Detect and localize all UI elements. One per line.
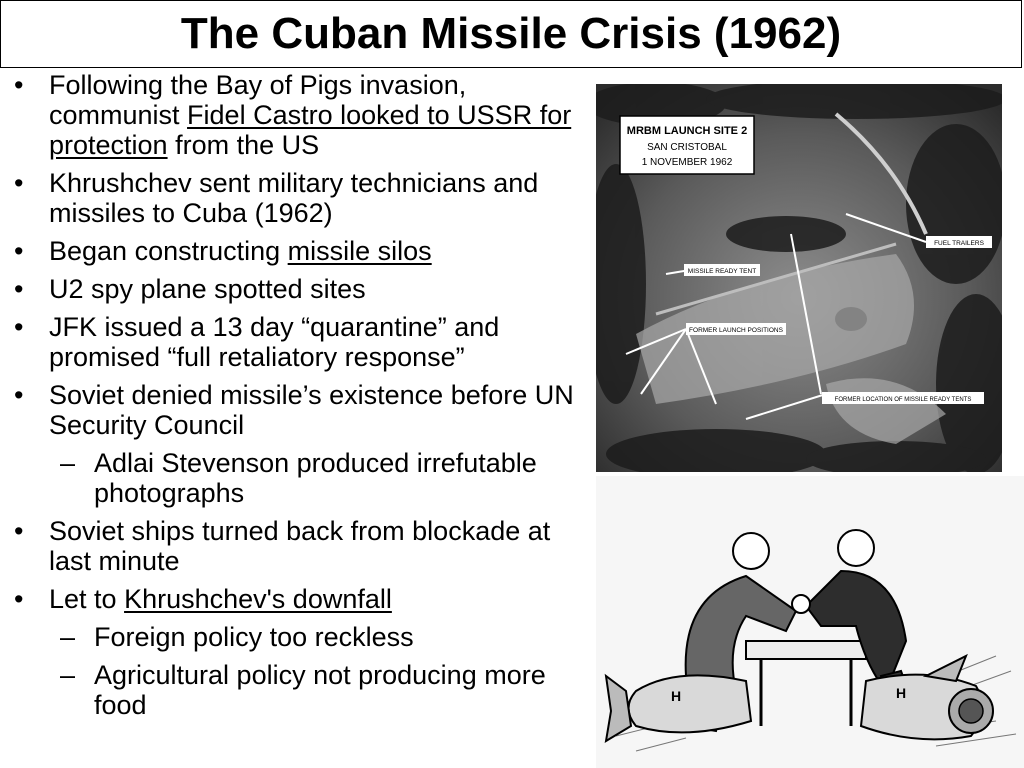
bullet-jfk: • JFK issued a 13 day “quarantine” and promised “full retaliatory response” xyxy=(14,312,589,372)
aerial-photo-drawing xyxy=(596,84,1002,472)
aerial-reconnaissance-photo xyxy=(596,84,1002,472)
bullet-downfall xyxy=(14,584,589,614)
title-box xyxy=(0,0,1022,68)
bullet-khrushchev-sent: • Khrushchev sent military technicians and missiles to Cuba (1962) xyxy=(14,168,589,228)
right-bomb-letter: H xyxy=(896,685,907,701)
bullet-soviet-denied: • Soviet denied missile’s existence before UN Security Council xyxy=(14,380,589,440)
label-fuel-trailers: FUEL TRAILERS xyxy=(934,240,984,247)
subbullet-stevenson: – Adlai Stevenson produced irrefutable photographs xyxy=(14,448,589,508)
bullet-list xyxy=(14,70,589,728)
bullet-text: Following the Bay of Pigs invasion, communist xyxy=(49,70,467,130)
khrushchev-downfall-link[interactable]: Khrushchev's downfall xyxy=(124,584,392,614)
sign-line-3: 1 NOVEMBER 1962 xyxy=(641,157,733,168)
bullet-silos xyxy=(14,236,589,266)
political-cartoon xyxy=(596,476,1024,768)
missile-silos-link[interactable]: missile silos xyxy=(287,236,432,266)
sign-line-2: SAN CRISTOBAL xyxy=(647,142,727,153)
bullet-text: Began constructing xyxy=(49,236,288,266)
bullet-castro xyxy=(14,70,589,160)
bullet-text: from the US xyxy=(167,130,320,160)
left-h-bomb xyxy=(606,675,751,741)
label-missile-ready-tent: MISSILE READY TENT xyxy=(687,268,757,275)
castro-link[interactable]: Fidel Castro looked to USSR for protection xyxy=(49,100,572,160)
sign-line-1: MRBM LAUNCH SITE 2 xyxy=(626,125,748,137)
bullet-text: Let to xyxy=(49,584,125,614)
left-bomb-letter: H xyxy=(671,688,682,704)
subbullet-agricultural: – Agricultural policy not producing more food xyxy=(14,660,589,720)
bullet-ships: • Soviet ships turned back from blockade at last minute xyxy=(14,516,589,576)
subbullet-foreign-policy: – Foreign policy too reckless xyxy=(14,622,589,652)
label-former-launch-positions: FORMER LAUNCH POSITIONS xyxy=(689,327,783,334)
label-former-tents: FORMER LOCATION OF MISSILE READY TENTS xyxy=(834,397,972,403)
slide-title: The Cuban Missile Crisis (1962) xyxy=(180,9,842,58)
cartoon-drawing xyxy=(596,476,1024,768)
bullet-u2: • U2 spy plane spotted sites xyxy=(14,274,589,304)
